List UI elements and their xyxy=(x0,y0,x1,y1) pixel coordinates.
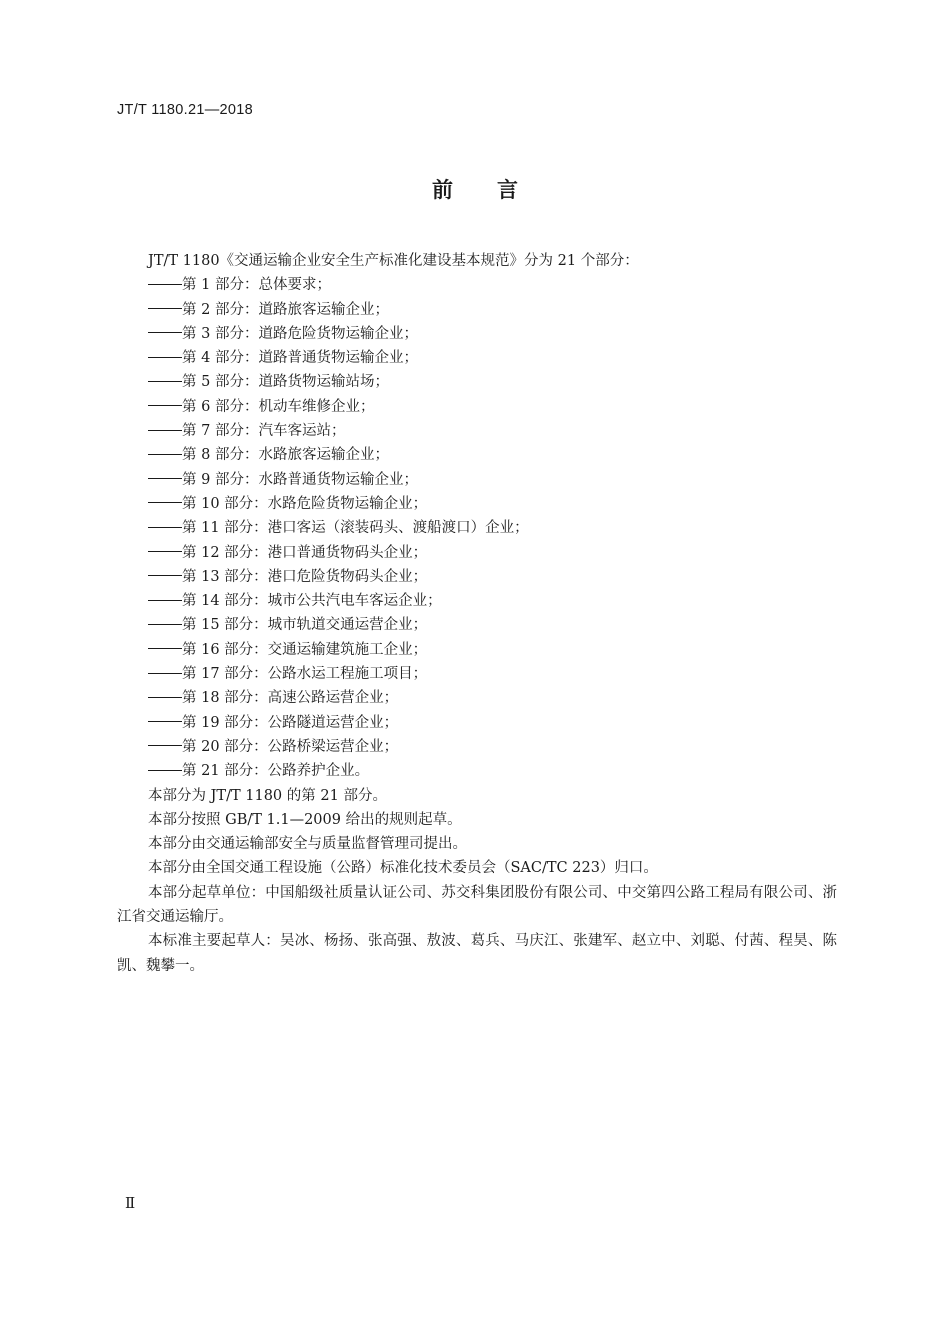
list-item: 第 11 部分：港口客运（滚装码头、渡船渡口）企业； xyxy=(117,516,837,540)
em-dash xyxy=(148,478,182,479)
em-dash xyxy=(148,430,182,431)
list-item: 第 13 部分：港口危险货物码头企业； xyxy=(117,565,837,589)
em-dash xyxy=(148,381,182,382)
list-item: 第 3 部分：道路危险货物运输企业； xyxy=(117,322,837,346)
parts-list xyxy=(117,273,837,783)
proposed-by-statement: 本部分由交通运输部安全与质量监督管理司提出。 xyxy=(148,836,467,853)
centralized-by-statement: 本部分由全国交通工程设施（公路）标准化技术委员会（SAC/TC 223）归口。 xyxy=(148,860,658,877)
list-item: 第 17 部分：公路水运工程施工项目； xyxy=(117,662,837,686)
em-dash xyxy=(148,673,182,674)
em-dash xyxy=(148,405,182,406)
drafting-rules-statement: 本部分按照 GB/T 1.1—2009 给出的规则起草。 xyxy=(148,811,462,828)
list-item: 第 20 部分：公路桥梁运营企业； xyxy=(117,735,837,759)
list-item: 第 4 部分：道路普通货物运输企业； xyxy=(117,346,837,370)
em-dash xyxy=(148,284,182,285)
list-item: 第 16 部分：交通运输建筑施工企业； xyxy=(117,638,837,662)
list-item: 第 19 部分：公路隧道运营企业； xyxy=(117,711,837,735)
em-dash xyxy=(148,648,182,649)
em-dash xyxy=(148,721,182,722)
list-item: 第 5 部分：道路货物运输站场； xyxy=(117,370,837,394)
intro-paragraph: JT/T 1180《交通运输企业安全生产标准化建设基本规范》分为 21 个部分： xyxy=(148,253,639,269)
em-dash xyxy=(148,357,182,358)
em-dash xyxy=(148,551,182,552)
drafting-units-statement: 本部分起草单位：中国船级社质量认证公司、苏交科集团股份有限公司、中交第四公路工程局有限公司、浙江省交通运输厅。 xyxy=(117,884,837,926)
em-dash xyxy=(148,575,182,576)
em-dash xyxy=(148,600,182,601)
page-title: 前言 xyxy=(432,178,562,202)
list-item: 第 9 部分：水路普通货物运输企业； xyxy=(117,468,837,492)
list-item: 第 14 部分：城市公共汽电车客运企业； xyxy=(117,589,837,613)
list-item: 第 21 部分：公路养护企业。 xyxy=(117,759,837,783)
em-dash xyxy=(148,332,182,333)
drafters-statement: 本标准主要起草人：吴冰、杨扬、张高强、敖波、葛兵、马庆江、张建军、赵立中、刘聪、付茜、程昊、陈凯、魏攀一。 xyxy=(117,933,837,974)
list-item: 第 12 部分：港口普通货物码头企业； xyxy=(117,541,837,565)
em-dash xyxy=(148,770,182,771)
list-item: 第 2 部分：道路旅客运输企业； xyxy=(117,298,837,322)
page-number: Ⅱ xyxy=(125,1194,136,1212)
em-dash xyxy=(148,624,182,625)
em-dash xyxy=(148,745,182,746)
list-item: 第 6 部分：机动车维修企业； xyxy=(117,395,837,419)
list-item: 第 18 部分：高速公路运营企业； xyxy=(117,686,837,710)
list-item: 第 8 部分：水路旅客运输企业； xyxy=(117,443,837,467)
list-item: 第 1 部分：总体要求； xyxy=(117,273,837,297)
standard-code: JT/T 1180.21—2018 xyxy=(117,102,253,118)
em-dash xyxy=(148,308,182,309)
list-item: 第 7 部分：汽车客运站； xyxy=(117,419,837,443)
part-of-statement: 本部分为 JT/T 1180 的第 21 部分。 xyxy=(148,787,387,804)
em-dash xyxy=(148,697,182,698)
em-dash xyxy=(148,502,182,503)
em-dash xyxy=(148,527,182,528)
document-body xyxy=(117,249,837,978)
em-dash xyxy=(148,454,182,455)
list-item: 第 10 部分：水路危险货物运输企业； xyxy=(117,492,837,516)
list-item: 第 15 部分：城市轨道交通运营企业； xyxy=(117,613,837,637)
